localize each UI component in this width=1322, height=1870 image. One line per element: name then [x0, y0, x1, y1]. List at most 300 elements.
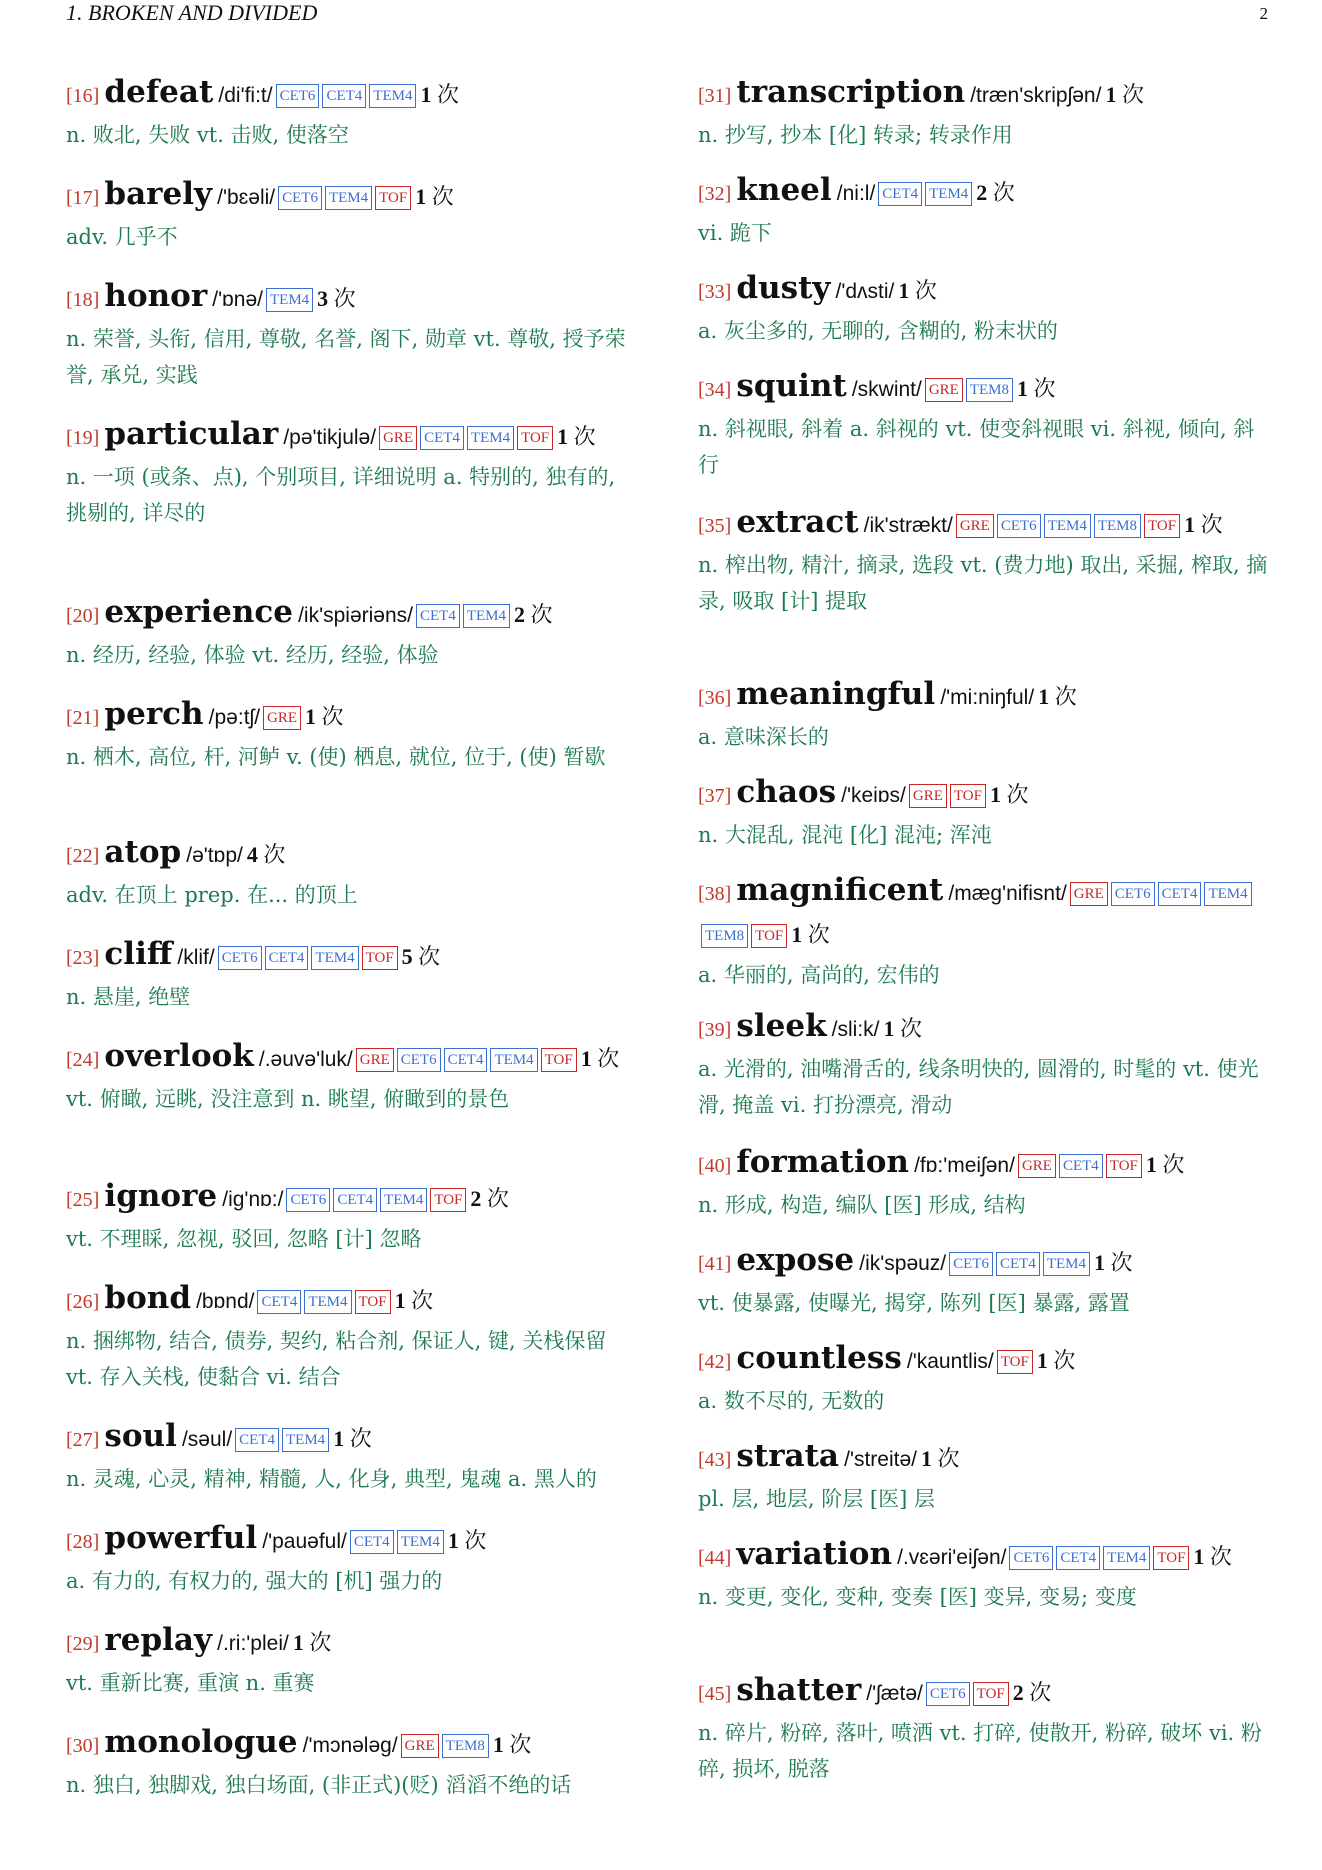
- exam-tag: CET4: [1056, 1546, 1100, 1570]
- times-label: 次: [1053, 1348, 1076, 1373]
- entry-pronunciation: /mæg'nifisnt/: [948, 882, 1067, 905]
- entry-index: [25]: [66, 1189, 100, 1211]
- vocab-entry: [66, 1036, 636, 1176]
- occurrence-count: [333, 1426, 372, 1451]
- exam-tag: TOF: [362, 946, 398, 970]
- entry-definition: a. 有力的, 有权力的, 强大的 [机] 强力的: [66, 1569, 443, 1593]
- entry-word: atop: [104, 834, 182, 870]
- entry-word: bond: [104, 1280, 191, 1316]
- entry-word: expose: [736, 1242, 855, 1278]
- occurrence-count: [1038, 684, 1077, 709]
- entry-definition: vi. 跪下: [698, 221, 772, 245]
- entry-index: [28]: [66, 1531, 100, 1553]
- exam-tag: TEM4: [380, 1188, 427, 1212]
- times-label: 次: [486, 1186, 509, 1211]
- exam-tag: TOF: [430, 1188, 466, 1212]
- entry-pronunciation: /pə'tikjulə/: [283, 426, 377, 449]
- exam-tag: TEM4: [463, 604, 510, 628]
- occurrence-number: 1: [394, 1288, 406, 1313]
- page-number: 2: [1259, 4, 1268, 23]
- vocab-entry: [66, 592, 636, 694]
- entry-word: powerful: [104, 1520, 258, 1556]
- entry-index: [24]: [66, 1049, 100, 1071]
- exam-tag: CET4: [1059, 1154, 1103, 1178]
- occurrence-count: [1017, 376, 1056, 401]
- entry-headline: [698, 870, 1268, 957]
- exam-tag: TOF: [751, 924, 787, 948]
- entry-pronunciation: /træn'skripʃən/: [970, 84, 1102, 107]
- entry-definition: a. 意味深长的: [698, 725, 829, 749]
- exam-tag: CET4: [878, 182, 922, 206]
- exam-tag: GRE: [379, 426, 417, 450]
- entry-definition: n. 变更, 变化, 变种, 变奏 [医] 变异, 变易; 变度: [698, 1585, 1137, 1609]
- vocab-entry: [66, 1722, 636, 1824]
- occurrence-number: 2: [514, 602, 525, 627]
- entry-word: ignore: [104, 1178, 218, 1214]
- entry-pronunciation: /'kauntlis/: [906, 1350, 994, 1373]
- entry-headline: [66, 1176, 636, 1221]
- exam-tag: CET6: [926, 1682, 970, 1706]
- entry-headline: [698, 1436, 1268, 1481]
- times-label: 次: [263, 842, 286, 867]
- right-column: [698, 72, 1268, 1806]
- exam-tag: TEM4: [282, 1428, 329, 1452]
- occurrence-count: [791, 922, 830, 947]
- entry-definition: n. 形成, 构造, 编队 [医] 形成, 结构: [698, 1193, 1026, 1217]
- entry-definition: adv. 在顶上 prep. 在... 的顶上: [66, 883, 358, 907]
- times-label: 次: [431, 184, 454, 209]
- entry-pronunciation: /pə:tʃ/: [208, 706, 261, 729]
- entry-definition: adv. 几乎不: [66, 225, 178, 249]
- times-label: 次: [1006, 782, 1029, 807]
- vocab-entry: [698, 1534, 1268, 1670]
- vocab-entry: [698, 502, 1268, 674]
- occurrence-count: [415, 184, 454, 209]
- entry-headline: [66, 694, 636, 739]
- exam-tag: TEM4: [1103, 1546, 1150, 1570]
- exam-tag: CET4: [416, 604, 460, 628]
- occurrence-count: [976, 180, 1015, 205]
- entry-headline: [66, 1518, 636, 1563]
- exam-tag: TOF: [355, 1290, 391, 1314]
- vocab-entry: [698, 268, 1268, 366]
- entry-pronunciation: /bɒnd/: [196, 1290, 255, 1313]
- times-label: 次: [807, 922, 830, 947]
- entry-pronunciation: /di'fi:t/: [218, 84, 273, 107]
- occurrence-count: [493, 1732, 532, 1757]
- times-label: 次: [1162, 1152, 1185, 1177]
- entry-index: [18]: [66, 289, 100, 311]
- entry-index: [26]: [66, 1291, 100, 1313]
- occurrence-count: [448, 1528, 487, 1553]
- vocab-entry: [66, 72, 636, 174]
- entry-definition: vt. 俯瞰, 远眺, 没注意到 n. 眺望, 俯瞰到的景色: [66, 1087, 510, 1111]
- exam-tag: TEM4: [311, 946, 358, 970]
- exam-tag: TEM4: [1204, 882, 1251, 906]
- entry-headline: [66, 276, 636, 321]
- entry-index: [35]: [698, 515, 732, 537]
- exam-tag: TEM4: [1044, 514, 1091, 538]
- entry-definition: a. 灰尘多的, 无聊的, 含糊的, 粉末状的: [698, 319, 1058, 343]
- entry-headline: [698, 366, 1268, 411]
- entry-index: [21]: [66, 707, 100, 729]
- entry-headline: [66, 592, 636, 637]
- entry-word: sleek: [736, 1008, 827, 1044]
- exam-tag: TOF: [950, 784, 986, 808]
- vocab-entry: [66, 694, 636, 832]
- entry-definition: n. 碎片, 粉碎, 落叶, 喷洒 vt. 打碎, 使散开, 粉碎, 破坏 vi. 粉碎, 损坏, 脱落: [698, 1721, 1262, 1781]
- occurrence-number: 1: [1193, 1544, 1205, 1569]
- entry-pronunciation: /ik'strækt/: [863, 514, 953, 537]
- entry-index: [33]: [698, 281, 732, 303]
- entry-definition: n. 独白, 独脚戏, 独白场面, (非正式)(贬) 滔滔不绝的话: [66, 1773, 572, 1797]
- entry-pronunciation: /sli:k/: [831, 1018, 880, 1041]
- occurrence-number: 1: [580, 1046, 592, 1071]
- times-label: 次: [411, 1288, 434, 1313]
- entry-pronunciation: /'mi:niŋful/: [940, 686, 1035, 709]
- occurrence-number: 1: [1145, 1152, 1157, 1177]
- occurrence-count: [1193, 1544, 1232, 1569]
- exam-tag: TEM4: [1043, 1252, 1090, 1276]
- entry-word: monologue: [104, 1724, 298, 1760]
- vocab-entry: [66, 1278, 636, 1416]
- entry-pronunciation: /'mɔnələg/: [302, 1734, 398, 1757]
- occurrence-number: 1: [415, 184, 427, 209]
- occurrence-count: [1094, 1250, 1133, 1275]
- entry-pronunciation: /.ri:'plei/: [217, 1632, 289, 1655]
- entry-word: transcription: [736, 74, 966, 110]
- occurrence-count: [247, 842, 286, 867]
- entry-word: variation: [736, 1536, 893, 1572]
- exam-tag: TOF: [375, 186, 411, 210]
- occurrence-number: 1: [883, 1016, 895, 1041]
- entry-definition: n. 经历, 经验, 体验 vt. 经历, 经验, 体验: [66, 643, 439, 667]
- occurrence-number: 1: [1017, 376, 1029, 401]
- entry-definition: n. 败北, 失败 vt. 击败, 使落空: [66, 123, 349, 147]
- exam-tag: CET4: [444, 1048, 488, 1072]
- exam-tag: CET4: [420, 426, 464, 450]
- occurrence-number: 1: [1094, 1250, 1105, 1275]
- entry-index: [30]: [66, 1735, 100, 1757]
- entry-word: overlook: [104, 1038, 254, 1074]
- exam-tag: TOF: [1106, 1154, 1142, 1178]
- times-label: 次: [914, 278, 937, 303]
- exam-tag: CET4: [350, 1530, 394, 1554]
- entry-pronunciation: /ig'nɒ:/: [222, 1188, 284, 1211]
- exam-tag: CET4: [996, 1252, 1040, 1276]
- entry-pronunciation: /'pauəful/: [262, 1530, 347, 1553]
- entry-index: [31]: [698, 85, 732, 107]
- exam-tag: GRE: [1018, 1154, 1056, 1178]
- vocab-entry: [698, 1436, 1268, 1534]
- exam-tag: TEM4: [490, 1048, 537, 1072]
- occurrence-number: 1: [305, 704, 317, 729]
- occurrence-count: [293, 1630, 332, 1655]
- occurrence-count: [317, 286, 356, 311]
- exam-tag: TEM8: [966, 378, 1013, 402]
- entry-index: [42]: [698, 1351, 732, 1373]
- times-label: 次: [1033, 376, 1056, 401]
- occurrence-count: [402, 944, 441, 969]
- exam-tag: CET4: [322, 84, 366, 108]
- occurrence-count: [395, 1288, 434, 1313]
- times-label: 次: [436, 82, 459, 107]
- vocab-entry: [66, 1620, 636, 1722]
- entry-headline: [66, 174, 636, 219]
- exam-tag: CET6: [218, 946, 262, 970]
- exam-tag: TEM4: [266, 288, 313, 312]
- vocab-entry: [66, 934, 636, 1036]
- exam-tag: TOF: [1153, 1546, 1189, 1570]
- entry-word: particular: [104, 416, 279, 452]
- entry-headline: [698, 674, 1268, 719]
- entry-pronunciation: /'streitə/: [844, 1448, 917, 1471]
- exam-tag: TEM8: [442, 1734, 489, 1758]
- vocab-entry: [66, 174, 636, 276]
- occurrence-number: 2: [470, 1186, 482, 1211]
- occurrence-count: [420, 82, 459, 107]
- times-label: 次: [1110, 1250, 1133, 1275]
- entry-definition: n. 一项 (或条、点), 个别项目, 详细说明 a. 特别的, 独有的, 挑剔的, 详尽的: [66, 465, 616, 525]
- occurrence-number: 1: [447, 1528, 459, 1553]
- entry-pronunciation: /'bɛəli/: [217, 186, 276, 209]
- entry-index: [36]: [698, 687, 732, 709]
- times-label: 次: [418, 944, 441, 969]
- vocab-entry: [66, 414, 636, 592]
- exam-tag: GRE: [263, 706, 301, 730]
- entry-word: replay: [104, 1622, 213, 1658]
- times-label: 次: [1121, 82, 1144, 107]
- vocab-entry: [698, 170, 1268, 268]
- entry-headline: [698, 1006, 1268, 1051]
- occurrence-count: [1013, 1680, 1052, 1705]
- entry-word: magnificent: [736, 872, 944, 908]
- exam-tag: CET6: [997, 514, 1041, 538]
- occurrence-count: [921, 1446, 960, 1471]
- entry-pronunciation: /fɒ:'meiʃən/: [914, 1154, 1015, 1177]
- entry-pronunciation: /səul/: [181, 1428, 233, 1451]
- exam-tag: TEM4: [304, 1290, 351, 1314]
- exam-tag: TOF: [541, 1048, 577, 1072]
- entry-index: [41]: [698, 1253, 732, 1275]
- entry-word: extract: [736, 504, 859, 540]
- times-label: 次: [509, 1732, 532, 1757]
- vocab-entry: [698, 366, 1268, 502]
- exam-tag: TOF: [1144, 514, 1180, 538]
- exam-tag: CET4: [257, 1290, 301, 1314]
- entry-word: honor: [104, 278, 208, 314]
- entry-index: [17]: [66, 187, 100, 209]
- exam-tag: TOF: [997, 1350, 1033, 1374]
- entry-index: [19]: [66, 427, 100, 449]
- occurrence-number: 1: [1036, 1348, 1048, 1373]
- exam-tag: CET4: [1158, 882, 1202, 906]
- exam-tag: CET6: [1009, 1546, 1053, 1570]
- entry-word: chaos: [736, 774, 837, 810]
- entry-word: defeat: [104, 74, 214, 110]
- times-label: 次: [464, 1528, 487, 1553]
- vocab-entry: [698, 870, 1268, 1006]
- occurrence-count: [581, 1046, 620, 1071]
- entry-definition: a. 数不尽的, 无数的: [698, 1389, 885, 1413]
- entry-definition: n. 捆绑物, 结合, 债券, 契约, 粘合剂, 保证人, 键, 关栈保留 vt. 存入关栈, 使黏合 vi. 结合: [66, 1329, 607, 1389]
- occurrence-number: 4: [246, 842, 258, 867]
- occurrence-count: [305, 704, 344, 729]
- entry-pronunciation: /ik'spəuz/: [859, 1252, 947, 1275]
- vocab-entry: [66, 276, 636, 414]
- vocab-entry: [698, 1142, 1268, 1240]
- exam-tag: GRE: [356, 1048, 394, 1072]
- entry-headline: [66, 832, 636, 877]
- entry-definition: n. 大混乱, 混沌 [化] 混沌; 浑沌: [698, 823, 992, 847]
- exam-tag: CET6: [276, 84, 320, 108]
- entry-pronunciation: /.əuvə'luk/: [258, 1048, 353, 1071]
- vocab-entry: [698, 72, 1268, 170]
- occurrence-count: [990, 782, 1029, 807]
- occurrence-count: [470, 1186, 509, 1211]
- entry-headline: [698, 170, 1268, 215]
- entry-headline: [66, 934, 636, 979]
- entry-definition: n. 灵魂, 心灵, 精神, 精髓, 人, 化身, 典型, 鬼魂 a. 黑人的: [66, 1467, 597, 1491]
- entry-pronunciation: /'keiɒs/: [841, 784, 906, 807]
- occurrence-number: 1: [557, 424, 569, 449]
- entry-definition: vt. 重新比赛, 重演 n. 重赛: [66, 1671, 315, 1695]
- entry-headline: [698, 1670, 1268, 1715]
- entry-word: perch: [104, 696, 204, 732]
- times-label: 次: [333, 286, 356, 311]
- entry-index: [16]: [66, 85, 100, 107]
- vocab-entry: [698, 674, 1268, 772]
- entry-index: [40]: [698, 1155, 732, 1177]
- occurrence-count: [514, 602, 553, 627]
- entry-headline: [66, 414, 636, 459]
- entry-headline: [66, 1278, 636, 1323]
- entry-headline: [698, 72, 1268, 117]
- entry-pronunciation: /klif/: [177, 946, 215, 969]
- times-label: 次: [992, 180, 1015, 205]
- exam-tag: TEM4: [467, 426, 514, 450]
- entry-headline: [698, 502, 1268, 547]
- exam-tag: GRE: [401, 1734, 439, 1758]
- entry-index: [29]: [66, 1633, 100, 1655]
- entry-pronunciation: /ni:l/: [836, 182, 876, 205]
- entry-word: experience: [104, 594, 293, 630]
- entry-definition: pl. 层, 地层, 阶层 [医] 层: [698, 1487, 935, 1511]
- entry-index: [32]: [698, 183, 732, 205]
- entry-pronunciation: /ə'tɒp/: [186, 844, 243, 867]
- entry-pronunciation: /'ʃætə/: [866, 1682, 923, 1705]
- exam-tag: CET4: [235, 1428, 279, 1452]
- entry-index: [27]: [66, 1429, 100, 1451]
- left-column: [66, 72, 636, 1824]
- entry-definition: vt. 不理睬, 忽视, 驳回, 忽略 [计] 忽略: [66, 1227, 422, 1251]
- vocab-entry: [66, 1518, 636, 1620]
- times-label: 次: [309, 1630, 332, 1655]
- entry-definition: a. 光滑的, 油嘴滑舌的, 线条明快的, 圆滑的, 时髦的 vt. 使光滑, 掩盖 vi. 打扮漂亮, 滑动: [698, 1057, 1259, 1117]
- entry-word: cliff: [104, 936, 173, 972]
- entry-word: squint: [736, 368, 847, 404]
- entry-word: strata: [736, 1438, 840, 1474]
- entry-headline: [66, 1416, 636, 1461]
- times-label: 次: [349, 1426, 372, 1451]
- entry-word: barely: [104, 176, 213, 212]
- entry-word: dusty: [736, 270, 831, 306]
- occurrence-number: 1: [1038, 684, 1050, 709]
- occurrence-number: 5: [401, 944, 413, 969]
- entry-headline: [66, 1722, 636, 1767]
- entry-index: [44]: [698, 1547, 732, 1569]
- occurrence-number: 1: [333, 1426, 345, 1451]
- times-label: 次: [597, 1046, 620, 1071]
- occurrence-number: 2: [1012, 1680, 1024, 1705]
- entry-definition: n. 榨出物, 精汁, 摘录, 选段 vt. (费力地) 取出, 采掘, 榨取, 摘录, 吸取 [计] 提取: [698, 553, 1268, 613]
- times-label: 次: [530, 602, 553, 627]
- occurrence-number: 1: [420, 82, 432, 107]
- times-label: 次: [1029, 1680, 1052, 1705]
- occurrence-number: 1: [1184, 512, 1196, 537]
- occurrence-count: [1105, 82, 1144, 107]
- occurrence-count: [884, 1016, 923, 1041]
- occurrence-count: [1184, 512, 1223, 537]
- occurrence-number: 1: [791, 922, 803, 947]
- entry-definition: n. 抄写, 抄本 [化] 转录; 转录作用: [698, 123, 1013, 147]
- times-label: 次: [573, 424, 596, 449]
- entry-index: [43]: [698, 1449, 732, 1471]
- occurrence-number: 1: [292, 1630, 304, 1655]
- exam-tag: TEM4: [925, 182, 972, 206]
- entry-index: [34]: [698, 379, 732, 401]
- exam-tag: CET6: [949, 1252, 993, 1276]
- entry-word: kneel: [736, 172, 832, 208]
- exam-tag: CET6: [278, 186, 322, 210]
- exam-tag: GRE: [925, 378, 963, 402]
- vocab-entry: [66, 1176, 636, 1278]
- occurrence-count: [1146, 1152, 1185, 1177]
- entry-headline: [698, 1240, 1268, 1285]
- exam-tag: TEM4: [369, 84, 416, 108]
- entry-headline: [698, 268, 1268, 313]
- exam-tag: TOF: [517, 426, 553, 450]
- entry-definition: n. 栖木, 高位, 杆, 河鲈 v. (使) 栖息, 就位, 位于, (使) 暂歇: [66, 745, 606, 769]
- entry-pronunciation: /'dʌsti/: [835, 280, 895, 303]
- entry-definition: n. 悬崖, 绝壁: [66, 985, 191, 1009]
- exam-tag: CET4: [265, 946, 309, 970]
- entry-index: [39]: [698, 1019, 732, 1041]
- entry-pronunciation: /.vɛəri'eiʃən/: [897, 1546, 1007, 1569]
- times-label: 次: [1054, 684, 1077, 709]
- entry-headline: [698, 772, 1268, 817]
- exam-tag: CET6: [1111, 882, 1155, 906]
- entry-headline: [66, 1036, 636, 1081]
- occurrence-count: [1037, 1348, 1076, 1373]
- entry-word: meaningful: [736, 676, 936, 712]
- exam-tag: GRE: [1070, 882, 1108, 906]
- exam-tag: TEM8: [701, 924, 748, 948]
- entry-headline: [66, 1620, 636, 1665]
- occurrence-number: 1: [492, 1732, 504, 1757]
- exam-tag: CET6: [397, 1048, 441, 1072]
- vocab-entry: [698, 1670, 1268, 1806]
- entry-definition: a. 华丽的, 高尚的, 宏伟的: [698, 963, 940, 987]
- exam-tag: TEM4: [397, 1530, 444, 1554]
- occurrence-number: 2: [976, 180, 988, 205]
- exam-tag: GRE: [956, 514, 994, 538]
- entry-index: [45]: [698, 1683, 732, 1705]
- vocab-entry: [698, 1240, 1268, 1338]
- entry-pronunciation: /ik'spiəriəns/: [298, 604, 413, 627]
- entry-index: [23]: [66, 947, 100, 969]
- entry-pronunciation: /skwint/: [851, 378, 922, 401]
